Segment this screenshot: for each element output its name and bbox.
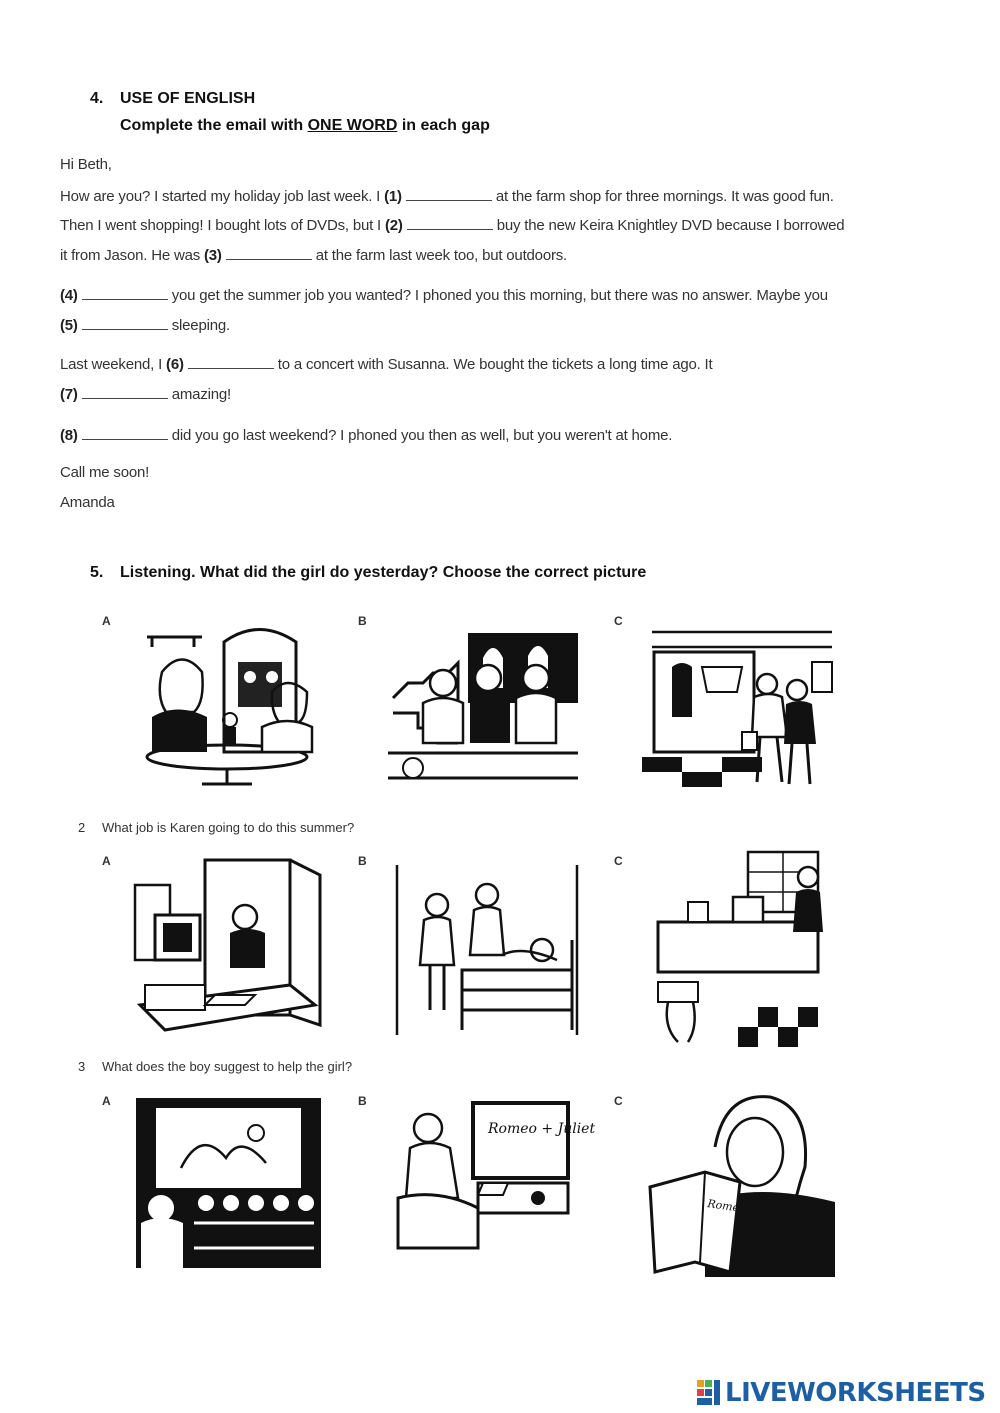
q1-option-b-label: B <box>358 614 367 628</box>
q2-option-b-label: B <box>358 854 367 868</box>
q3-option-a-label: A <box>102 1094 111 1108</box>
gap-label-8: (8) <box>60 427 78 444</box>
q3-picture-b-watching-dvd[interactable] <box>388 1098 596 1263</box>
section-5-number: 5. <box>90 564 104 581</box>
section-4-number: 4. <box>90 90 104 107</box>
q1-picture-a-cafe[interactable] <box>132 622 322 787</box>
gap-3-input[interactable] <box>226 245 312 260</box>
email-line-5: (5) sleeping. <box>60 317 230 334</box>
gap-2-input[interactable] <box>407 215 493 230</box>
section-4-title: USE OF ENGLISH <box>120 90 256 107</box>
email-line-7: (7) amazing! <box>60 386 231 403</box>
email-greeting: Hi Beth, <box>60 156 112 173</box>
q2-option-c-label: C <box>614 854 623 868</box>
section-5-title: Listening. What did the girl do yesterday? Choose the correct picture <box>120 564 647 581</box>
question-3 <box>78 1059 352 1074</box>
question-3-number: 3 <box>78 1059 86 1074</box>
section-4-instruction: Complete the email with ONE WORD in each gap <box>120 117 490 134</box>
email-closing: Call me soon! <box>60 464 150 481</box>
email-line-1: How are you? I started my holiday job last week. I (1) at the farm shop for three mornings. It was good fun. <box>60 188 834 205</box>
q3-picture-c-reading-book[interactable] <box>645 1092 840 1277</box>
gap-label-6: (6) <box>166 356 184 373</box>
q1-option-a-label: A <box>102 614 111 628</box>
question-2 <box>78 820 354 835</box>
liveworksheets-brand: LIVEWORKSHEETS <box>725 1378 986 1408</box>
q3-picture-a-cinema[interactable] <box>136 1098 321 1268</box>
email-line-8: (8) did you go last weekend? I phoned you then as well, but you weren't at home. <box>60 427 673 444</box>
gap-5-input[interactable] <box>82 315 168 330</box>
gap-label-3: (3) <box>203 247 222 264</box>
question-2-number: 2 <box>78 820 86 835</box>
email-line-4: (4) you get the summer job you wanted? I phoned you this morning, but there was no answer. Maybe you <box>60 287 828 304</box>
q2-picture-c-shop-assistant[interactable] <box>648 852 843 1047</box>
gap-label-5: (5) <box>60 317 78 334</box>
section-5-heading <box>90 564 646 582</box>
q1-picture-b-cinema-audience[interactable] <box>388 628 578 788</box>
q3-option-b-label: B <box>358 1094 367 1108</box>
gap-8-input[interactable] <box>82 425 168 440</box>
liveworksheets-logo[interactable] <box>697 1378 986 1408</box>
q2-option-a-label: A <box>102 854 111 868</box>
email-line-6: Last weekend, I (6) to a concert with Susanna. We bought the tickets a long time ago. It <box>60 356 713 373</box>
gap-1-input[interactable] <box>406 186 492 201</box>
gap-label-1: (1) <box>384 188 402 205</box>
gap-6-input[interactable] <box>188 354 274 369</box>
gap-label-7: (7) <box>60 386 78 403</box>
q3-option-c-label: C <box>614 1094 623 1108</box>
q1-picture-c-shopping[interactable] <box>642 622 837 792</box>
gap-4-input[interactable] <box>82 285 168 300</box>
tv-screen-text: Romeo + Juliet <box>488 1121 596 1137</box>
gap-label-4: (4) <box>60 287 78 304</box>
book-cover-text: Romeo + Juliet <box>706 1197 792 1222</box>
gap-label-2: (2) <box>385 217 403 234</box>
q2-picture-b-hospital[interactable] <box>392 860 582 1040</box>
q1-option-c-label: C <box>614 614 623 628</box>
instruction-emphasis: ONE WORD <box>307 117 398 134</box>
q2-picture-a-office[interactable] <box>135 855 325 1045</box>
gap-7-input[interactable] <box>82 384 168 399</box>
email-line-2: Then I went shopping! I bought lots of DVDs, but I (2) buy the new Keira Knightley DVD because I borrowed <box>60 217 845 234</box>
question-3-text: What does the boy suggest to help the girl? <box>102 1059 353 1074</box>
email-line-3: it from Jason. He was (3) at the farm last week too, but outdoors. <box>60 247 568 264</box>
question-2-text: What job is Karen going to do this summer? <box>102 820 355 835</box>
section-4-heading <box>90 90 255 108</box>
email-signature: Amanda <box>60 494 115 511</box>
liveworksheets-logo-icon <box>697 1380 721 1406</box>
